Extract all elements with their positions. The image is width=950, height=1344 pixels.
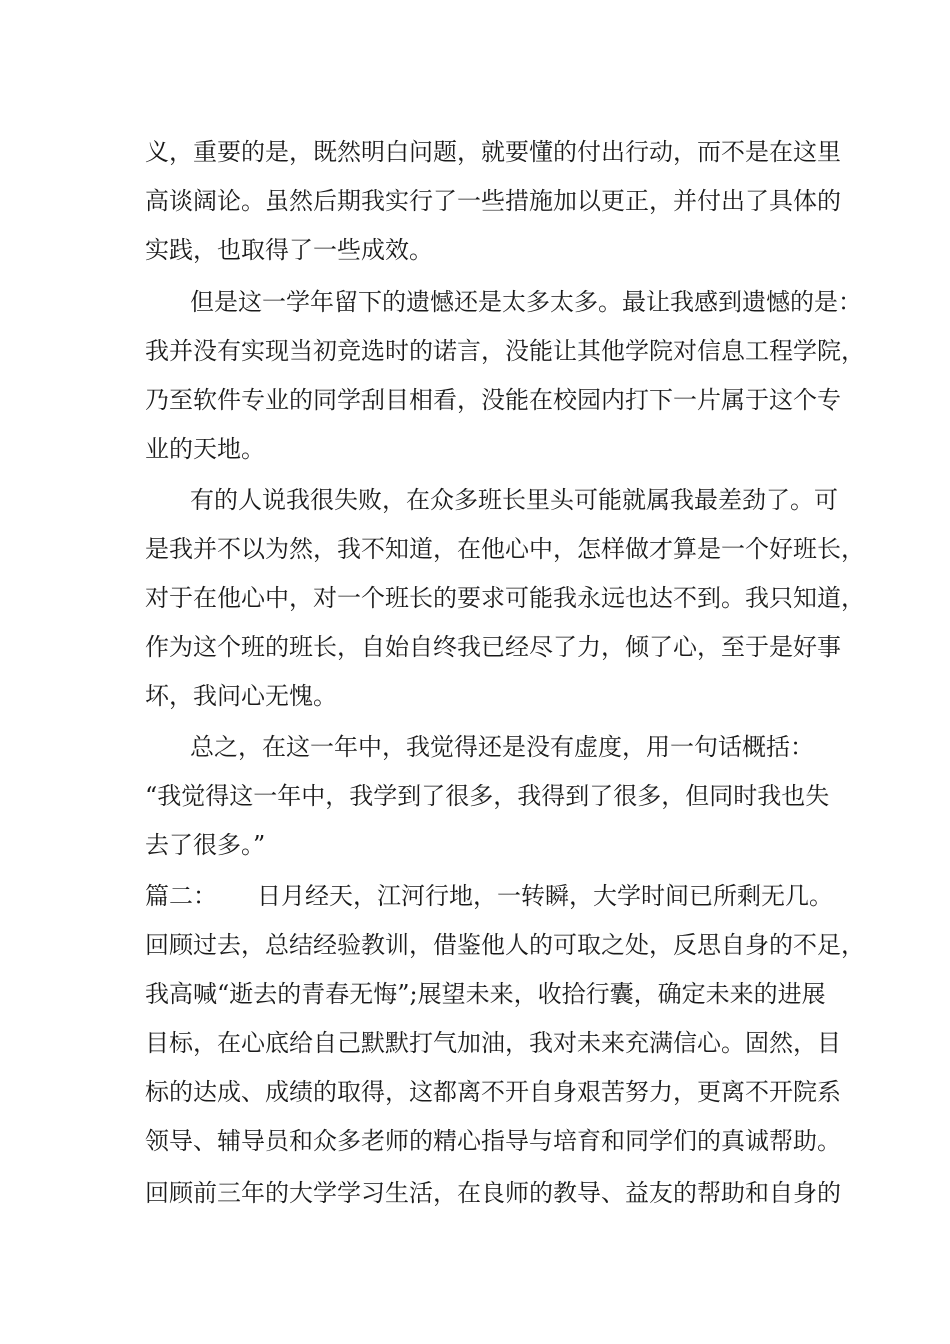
text-line: 实践，也取得了一些成效。 — [145, 236, 433, 264]
text-line: 我并没有实现当初竞选时的诺言，没能让其他学院对信息工程学院， — [145, 337, 865, 365]
text-line: 作为这个班的班长，自始自终我已经尽了力，倾了心，至于是好事 — [145, 633, 841, 661]
text-line: 去了很多。” — [145, 831, 266, 859]
text-line: 乃至软件专业的同学刮目相看，没能在校园内打下一片属于这个专 — [145, 386, 841, 414]
text-line: “我觉得这一年中，我学到了很多，我得到了很多，但同时我也失 — [145, 782, 830, 810]
text-line: 回顾过去，总结经验教训，借鉴他人的可取之处，反思自身的不足， — [145, 931, 865, 959]
text-line: 日月经天，江河行地，一转瞬，大学时间已所剩无几。 — [257, 882, 833, 910]
text-line: 对于在他心中，对一个班长的要求可能我永远也达不到。我只知道， — [145, 584, 865, 612]
paragraph-first-line: 有的人说我很失败，在众多班长里头可能就属我最差劲了。可 — [190, 486, 838, 514]
text-line: 领导、辅导员和众多老师的精心指导与培育和同学们的真诚帮助。 — [145, 1127, 841, 1155]
text-line: 义，重要的是，既然明白问题，就要懂的付出行动，而不是在这里 — [145, 138, 841, 166]
text-line: 我高喊“逝去的青春无悔”;展望未来，收拾行囊，确定未来的进展 — [145, 980, 826, 1008]
text-line: 是我并不以为然，我不知道，在他心中，怎样做才算是一个好班长， — [145, 535, 865, 563]
section-label: 篇二： — [145, 882, 217, 910]
section-start-line — [145, 880, 833, 912]
paragraph-first-line: 但是这一学年留下的遗憾还是太多太多。最让我感到遗憾的是： — [190, 288, 862, 316]
text-line: 坏，我问心无愧。 — [145, 682, 337, 710]
text-line: 标的达成、成绩的取得，这都离不开自身艰苦努力，更离不开院系 — [145, 1078, 841, 1106]
text-line: 高谈阔论。虽然后期我实行了一些措施加以更正，并付出了具体的 — [145, 187, 841, 215]
text-line: 业的天地。 — [145, 435, 265, 463]
text-line: 目标，在心底给自己默默打气加油，我对未来充满信心。固然，目 — [145, 1029, 841, 1057]
text-line: 回顾前三年的大学学习生活，在良师的教导、益友的帮助和自身的 — [145, 1179, 841, 1207]
paragraph-first-line: 总之，在这一年中，我觉得还是没有虚度，用一句话概括： — [190, 733, 814, 761]
